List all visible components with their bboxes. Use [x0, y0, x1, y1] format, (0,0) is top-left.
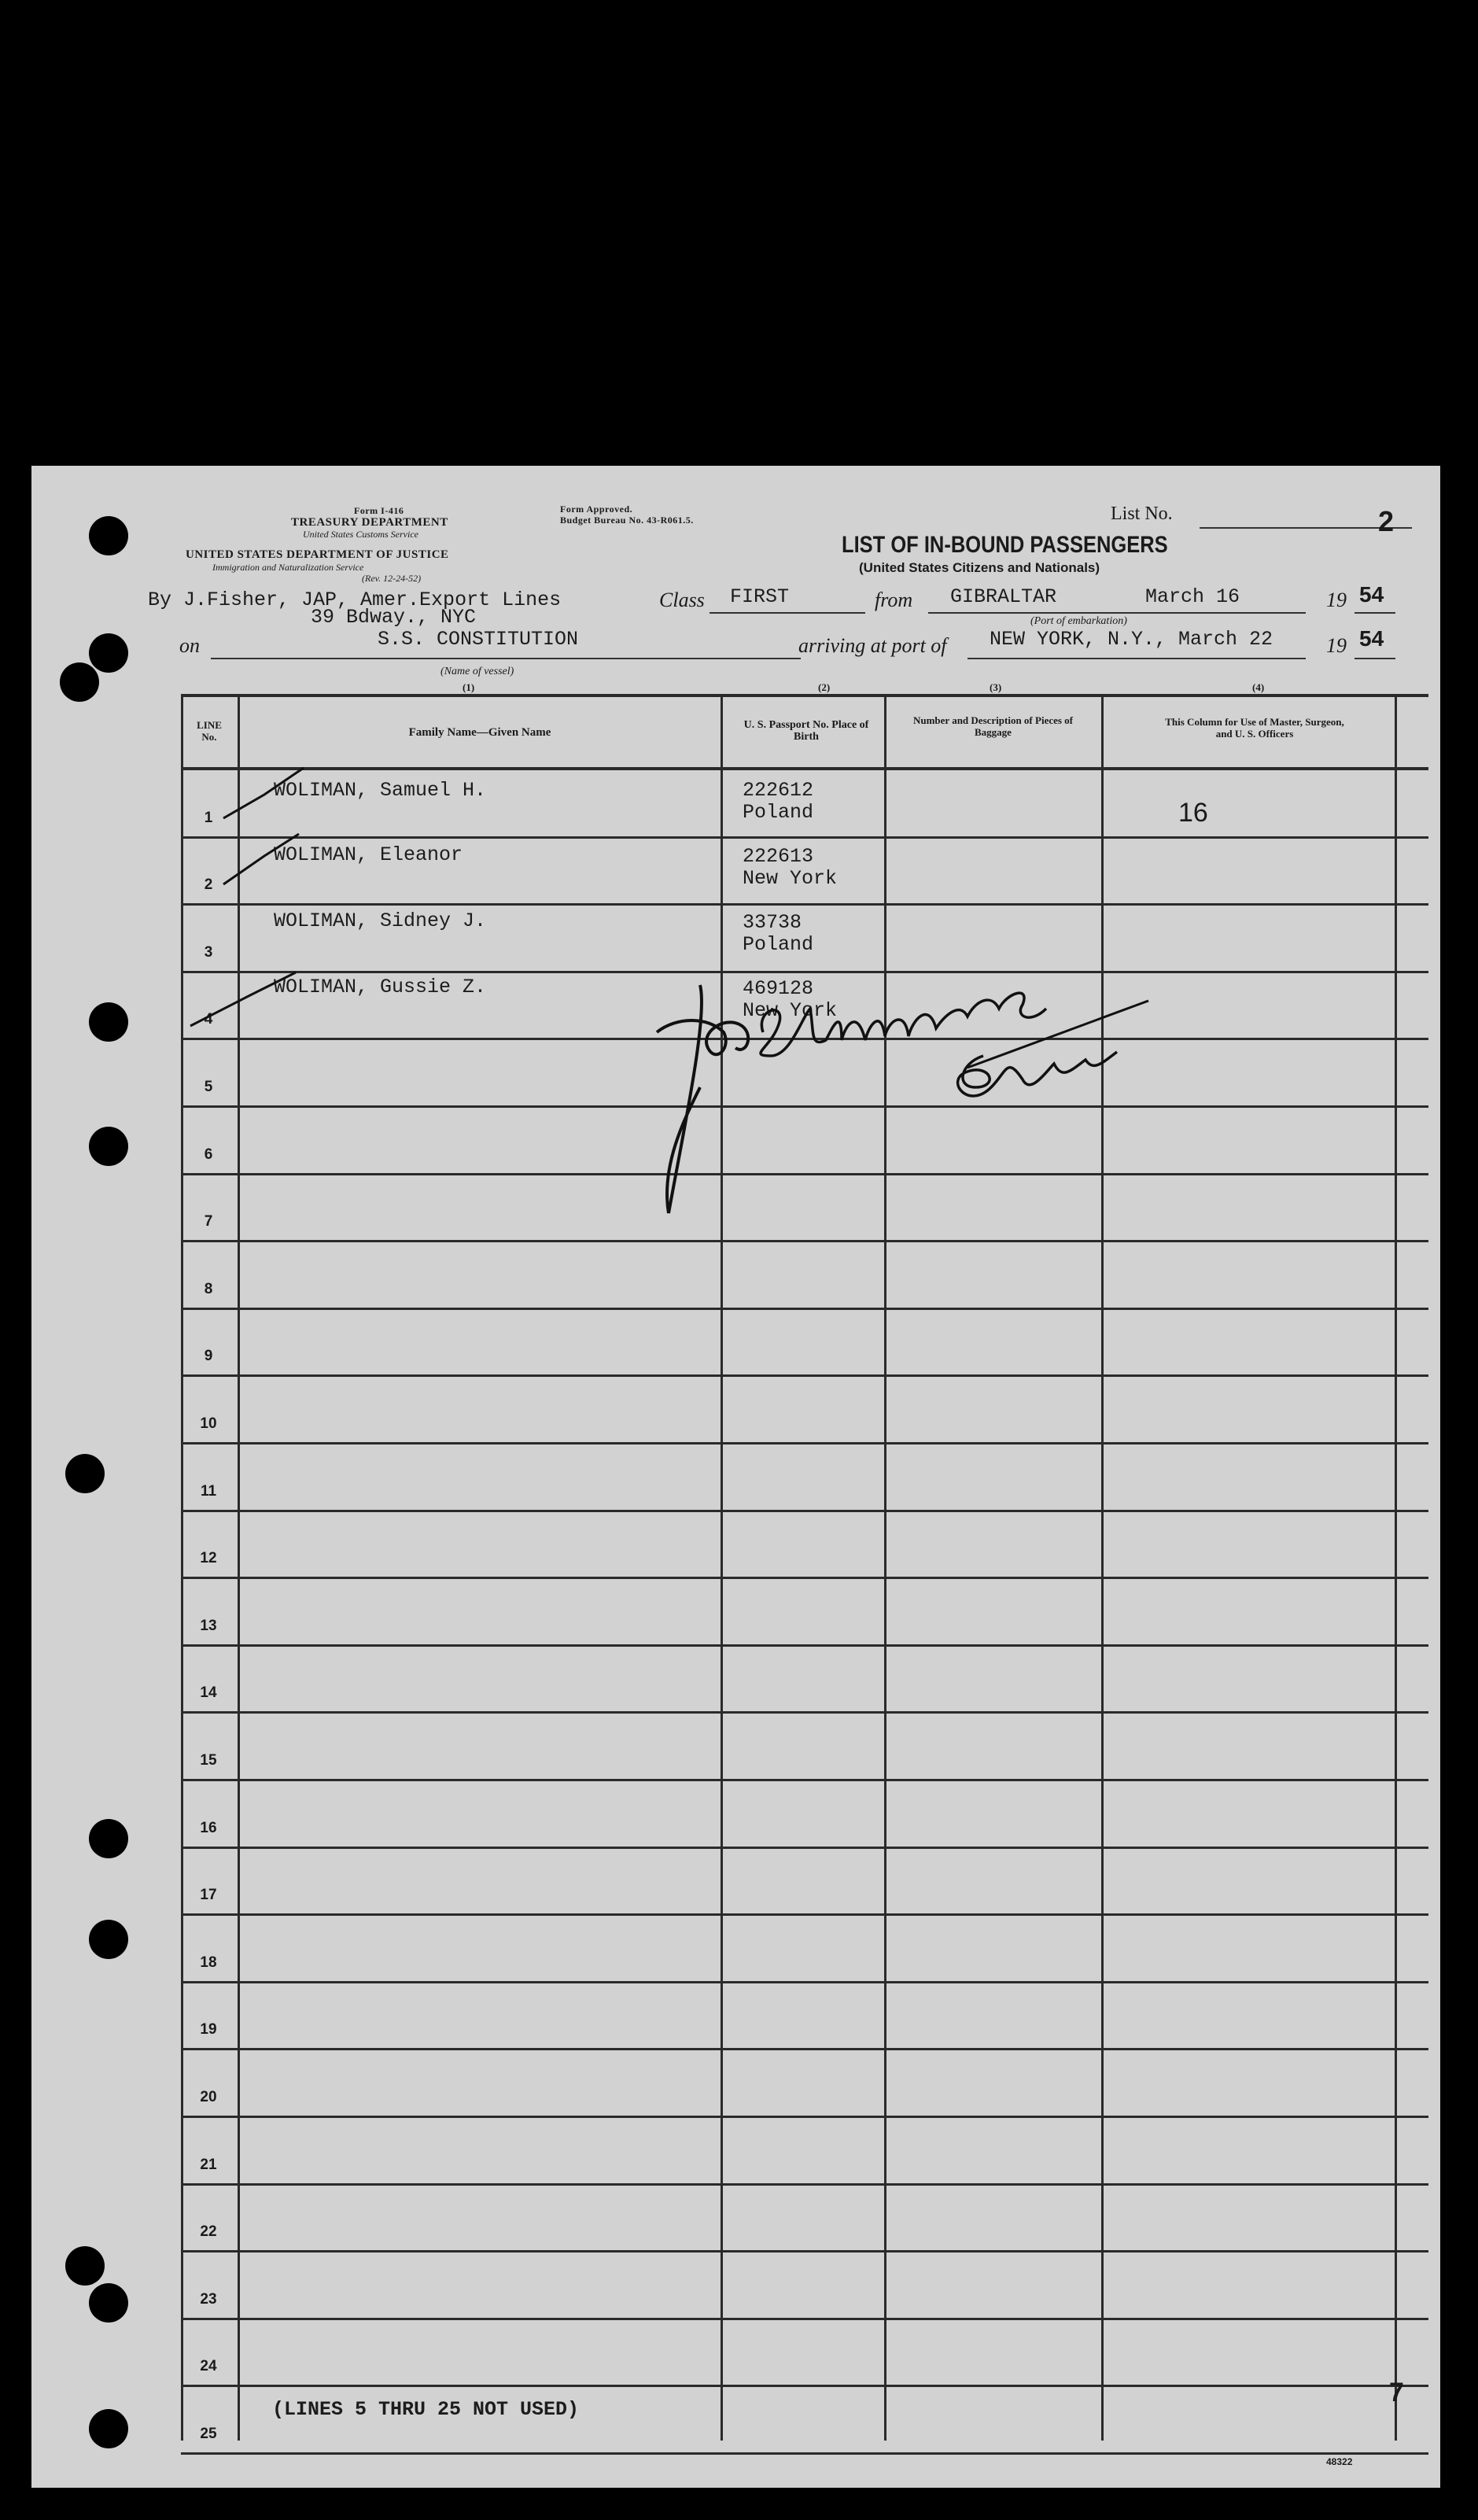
- row-rule: [181, 1577, 1428, 1579]
- line-number: 25: [200, 2426, 217, 2442]
- row-rule: [181, 1779, 1428, 1781]
- row-rule: [181, 2385, 1428, 2387]
- birthplace: Poland: [743, 933, 814, 956]
- list-no-label: List No.: [1111, 504, 1173, 524]
- vessel-name: S.S. CONSTITUTION: [378, 628, 579, 651]
- row-rule: [181, 1308, 1428, 1310]
- col-number-1: (1): [463, 681, 475, 693]
- binder-hole: [60, 662, 99, 702]
- line-number: 2: [204, 876, 213, 893]
- line-number: 20: [200, 2089, 217, 2105]
- col-header-baggage: Number and Description of Pieces of Baggage: [912, 714, 1074, 738]
- row-rule: [181, 2318, 1428, 2320]
- class-label: Class: [659, 588, 705, 611]
- check-mark-icon: [217, 763, 311, 826]
- line-number: 6: [204, 1146, 213, 1163]
- officer-note: 16: [1178, 798, 1208, 828]
- row-rule: [181, 1374, 1428, 1377]
- line-number: 11: [200, 1483, 217, 1500]
- year-prefix-1: 19: [1326, 588, 1347, 611]
- from-label: from: [875, 588, 913, 611]
- col-number-4: (4): [1252, 681, 1265, 693]
- binder-hole: [89, 633, 128, 673]
- line-number: 16: [200, 1820, 217, 1836]
- row-rule: [181, 903, 1428, 906]
- passenger-name: WOLIMAN, Gussie Z.: [274, 976, 487, 998]
- birthplace: Poland: [743, 801, 814, 824]
- line-number: 13: [200, 1618, 217, 1634]
- binder-hole: [89, 1920, 128, 1959]
- col-header-line: LINE No.: [197, 719, 222, 743]
- list-no-value: 2: [1378, 505, 1395, 537]
- line-number: 19: [200, 2021, 217, 2038]
- row-rule: [181, 2452, 1428, 2455]
- row-rule: [181, 1240, 1428, 1242]
- check-mark-icon: [186, 969, 304, 1032]
- form-number: Form I-416: [354, 505, 404, 516]
- line-number: 14: [200, 1684, 217, 1701]
- row-rule: [181, 2116, 1428, 2118]
- line-number: 12: [200, 1550, 217, 1566]
- birthplace: New York: [743, 999, 838, 1022]
- col-number-3: (3): [990, 681, 1002, 693]
- row-rule: [181, 1442, 1428, 1444]
- binder-hole: [89, 1819, 128, 1858]
- binder-hole: [65, 2246, 105, 2286]
- embark-date: March 16: [1145, 585, 1240, 608]
- agent-address: 39 Bdway., NYC: [311, 606, 477, 629]
- passenger-name: WOLIMAN, Samuel H.: [274, 779, 487, 802]
- row-rule: [181, 2048, 1428, 2050]
- passenger-name: WOLIMAN, Sidney J.: [274, 909, 487, 932]
- form-subtitle: (United States Citizens and Nationals): [859, 560, 1100, 575]
- binder-hole: [89, 516, 128, 555]
- budget-bureau: Budget Bureau No. 43-R061.5.: [560, 515, 694, 526]
- line-number: 15: [200, 1752, 217, 1769]
- vessel-caption: (Name of vessel): [440, 666, 514, 677]
- row-rule: [181, 1981, 1428, 1983]
- row-rule: [181, 1913, 1428, 1916]
- line-number: 21: [200, 2157, 217, 2173]
- row-rule: [181, 1847, 1428, 1849]
- line-number: 18: [200, 1954, 217, 1971]
- row-rule: [181, 2183, 1428, 2186]
- binder-hole: [89, 1127, 128, 1166]
- line-number: 23: [200, 2291, 217, 2308]
- binder-hole: [65, 1454, 105, 1493]
- dept-justice-sub: Immigration and Naturalization Service: [212, 562, 364, 573]
- port-embark-caption: (Port of embarkation): [1030, 615, 1127, 627]
- on-label: on: [179, 634, 200, 657]
- col-header-name: Family Name—Given Name: [408, 726, 551, 739]
- check-mark-icon: [217, 828, 311, 891]
- passenger-list-page: [31, 466, 1440, 2488]
- year-prefix-2: 19: [1326, 634, 1347, 657]
- binder-hole: [89, 1002, 128, 1042]
- line-number: 1: [204, 810, 213, 826]
- agent-line: By J.Fisher, JAP, Amer.Export Lines: [148, 588, 562, 611]
- passport-number: 33738: [743, 911, 802, 934]
- year-1: 54: [1359, 582, 1384, 607]
- line-number: 4: [204, 1011, 213, 1028]
- revision-date: (Rev. 12-24-52): [362, 573, 422, 584]
- line-number: 24: [200, 2358, 217, 2374]
- passport-number: 222613: [743, 845, 814, 868]
- birthplace: New York: [743, 867, 838, 890]
- col-header-passport: U. S. Passport No. Place of Birth: [743, 719, 869, 743]
- line-number: 10: [200, 1415, 217, 1432]
- from-value: GIBRALTAR: [950, 585, 1057, 608]
- row-rule: [181, 2250, 1428, 2253]
- line-number: 17: [200, 1887, 217, 1903]
- row-rule: [181, 1510, 1428, 1512]
- col-number-2: (2): [818, 681, 831, 693]
- print-code: 48322: [1326, 2456, 1353, 2467]
- passport-number: 469128: [743, 977, 814, 1000]
- line-number: 9: [204, 1348, 213, 1364]
- arrival-port: NEW YORK, N.Y., March 22: [990, 628, 1273, 651]
- form-approved: Form Approved.: [560, 504, 633, 515]
- row-rule: [181, 1711, 1428, 1714]
- lines-not-used-note: (LINES 5 THRU 25 NOT USED): [272, 2398, 580, 2421]
- signature: [653, 969, 1156, 1237]
- dept-treasury: TREASURY DEPARTMENT: [291, 516, 448, 529]
- line-number: 22: [200, 2223, 217, 2240]
- line-number: 5: [204, 1079, 213, 1095]
- arriving-label: arriving at port of: [798, 634, 947, 657]
- binder-hole: [89, 2283, 128, 2323]
- line-number: 7: [204, 1213, 213, 1230]
- dept-treasury-sub: United States Customs Service: [303, 529, 418, 540]
- binder-hole: [89, 2409, 128, 2448]
- col-header-officers: This Column for Use of Master, Surgeon, and U. S. Officers: [1165, 716, 1344, 740]
- year-2: 54: [1359, 626, 1384, 651]
- passport-number: 222612: [743, 779, 814, 802]
- class-value: FIRST: [730, 585, 790, 608]
- passenger-name: WOLIMAN, Eleanor: [274, 843, 463, 866]
- row-rule: [181, 1644, 1428, 1647]
- form-title: LIST OF IN-BOUND PASSENGERS: [842, 532, 1168, 558]
- corner-mark: 7: [1389, 2378, 1404, 2407]
- row-rule: [181, 836, 1428, 839]
- line-number: 3: [204, 944, 213, 961]
- line-number: 8: [204, 1281, 213, 1297]
- dept-justice: UNITED STATES DEPARTMENT OF JUSTICE: [186, 548, 449, 561]
